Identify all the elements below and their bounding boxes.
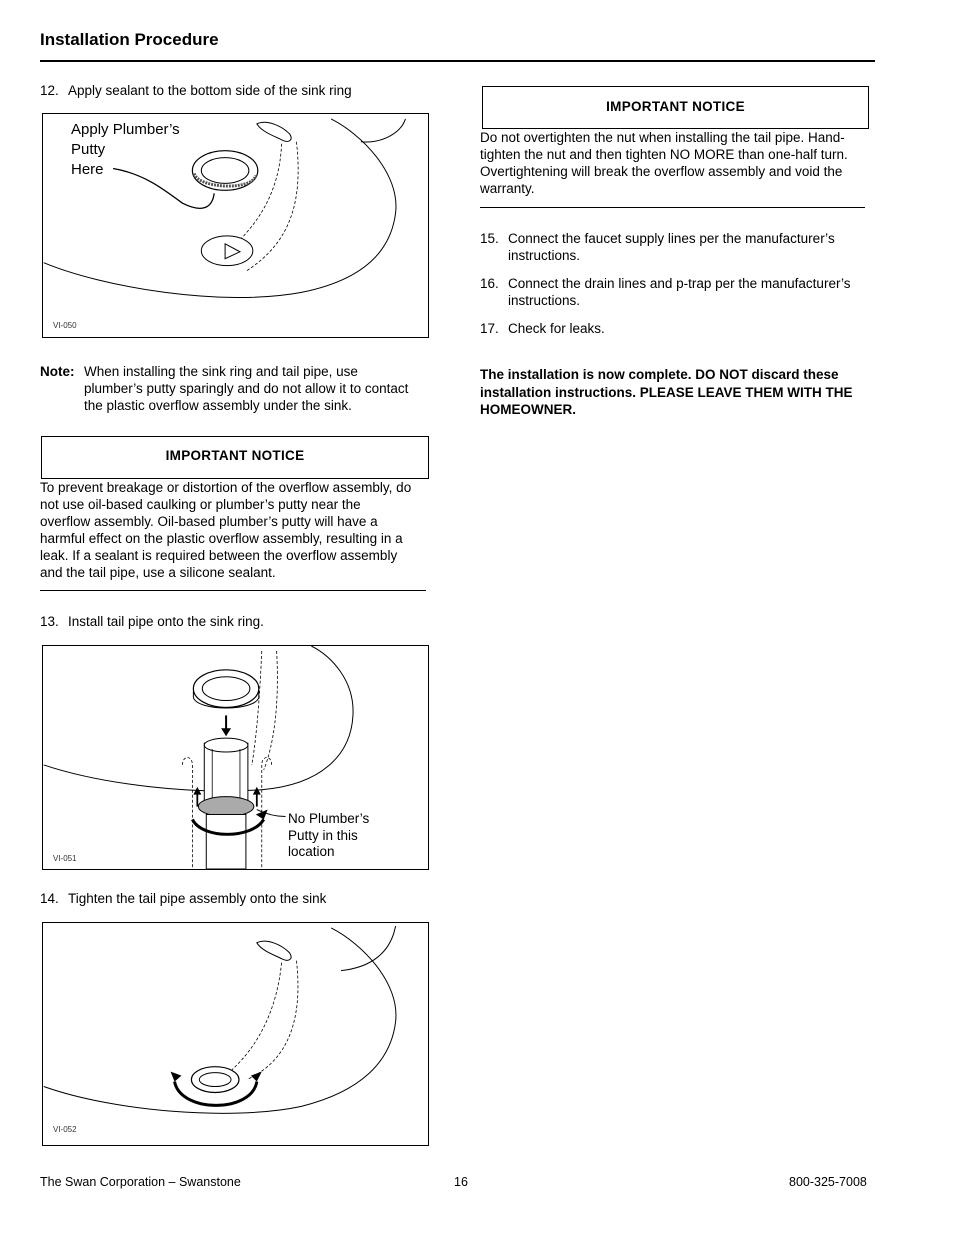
step-text: Connect the drain lines and p-trap per the manufacturer’s instructions. xyxy=(508,276,851,308)
step-14 xyxy=(40,890,326,907)
step-text: Install tail pipe onto the sink ring. xyxy=(68,614,264,629)
step-12 xyxy=(40,82,352,99)
step-number: 12. xyxy=(40,83,59,98)
note xyxy=(40,363,435,414)
note-text: When installing the sink ring and tail pipe, use plumber’s putty sparingly and do not allow it to contact the plastic overflow assembly under the sink. xyxy=(84,364,409,413)
header-rule xyxy=(40,60,875,62)
callout-apply-putty: Apply Plumber’s Putty Here xyxy=(71,121,180,178)
tail-pipe-illustration xyxy=(43,646,428,869)
figure-tighten-tail-pipe xyxy=(42,922,429,1146)
figure-apply-putty xyxy=(42,113,429,338)
notice-divider xyxy=(480,207,865,208)
footer-phone: 800-325-7008 xyxy=(789,1175,867,1189)
step-number: 16. xyxy=(480,276,499,291)
step-16 xyxy=(480,275,875,309)
notice-title: IMPORTANT NOTICE xyxy=(165,448,305,463)
footer-page-number: 16 xyxy=(454,1175,468,1189)
important-notice-text: To prevent breakage or distortion of the overflow assembly, do not use oil-based caulking or plumber’s putty near the overflow assembly. Oil-based plumber’s putty will have a harmful effect on the plastic overflow assembly, resulting in a leak. If a sealant is required between the overflow assembly and the tail pipe, use a silicone sealant. xyxy=(40,480,412,580)
step-number: 13. xyxy=(40,614,59,629)
step-number: 17. xyxy=(480,321,499,336)
step-text: Tighten the tail pipe assembly onto the sink xyxy=(68,891,327,906)
figure-install-tail-pipe xyxy=(42,645,429,870)
notice-divider xyxy=(40,590,426,591)
step-text: Connect the faucet supply lines per the manufacturer’s instructions. xyxy=(508,231,835,263)
page-title: Installation Procedure xyxy=(40,30,219,49)
step-text: Apply sealant to the bottom side of the sink ring xyxy=(68,83,352,98)
step-15 xyxy=(480,230,875,264)
completion-statement: The installation is now complete. DO NOT discard these installation instructions. PLEASE LEAVE THEM WITH THE HOMEOWNER. xyxy=(480,367,853,417)
figure-code: VI-050 xyxy=(53,321,77,330)
important-notice-text: Do not overtighten the nut when installing the tail pipe. Hand- tighten the nut and then tighten NO MORE than one-half turn. Overtightening will break the overflow assembly and void the warranty. xyxy=(480,130,848,196)
step-number: 14. xyxy=(40,891,59,906)
important-notice-title-box xyxy=(482,86,869,129)
tighten-illustration xyxy=(43,923,428,1145)
notice-title: IMPORTANT NOTICE xyxy=(606,99,745,114)
step-text: Check for leaks. xyxy=(508,321,605,336)
figure-code: VI-051 xyxy=(53,854,77,863)
step-number: 15. xyxy=(480,231,499,246)
figure-code: VI-052 xyxy=(53,1125,77,1134)
step-13 xyxy=(40,613,264,630)
important-notice-title-box xyxy=(41,436,429,479)
footer-company: The Swan Corporation – Swanstone xyxy=(40,1175,241,1189)
callout-no-putty: No Plumber’s Putty in this location xyxy=(288,811,370,859)
note-label: Note: xyxy=(40,364,75,379)
step-17 xyxy=(480,320,875,337)
